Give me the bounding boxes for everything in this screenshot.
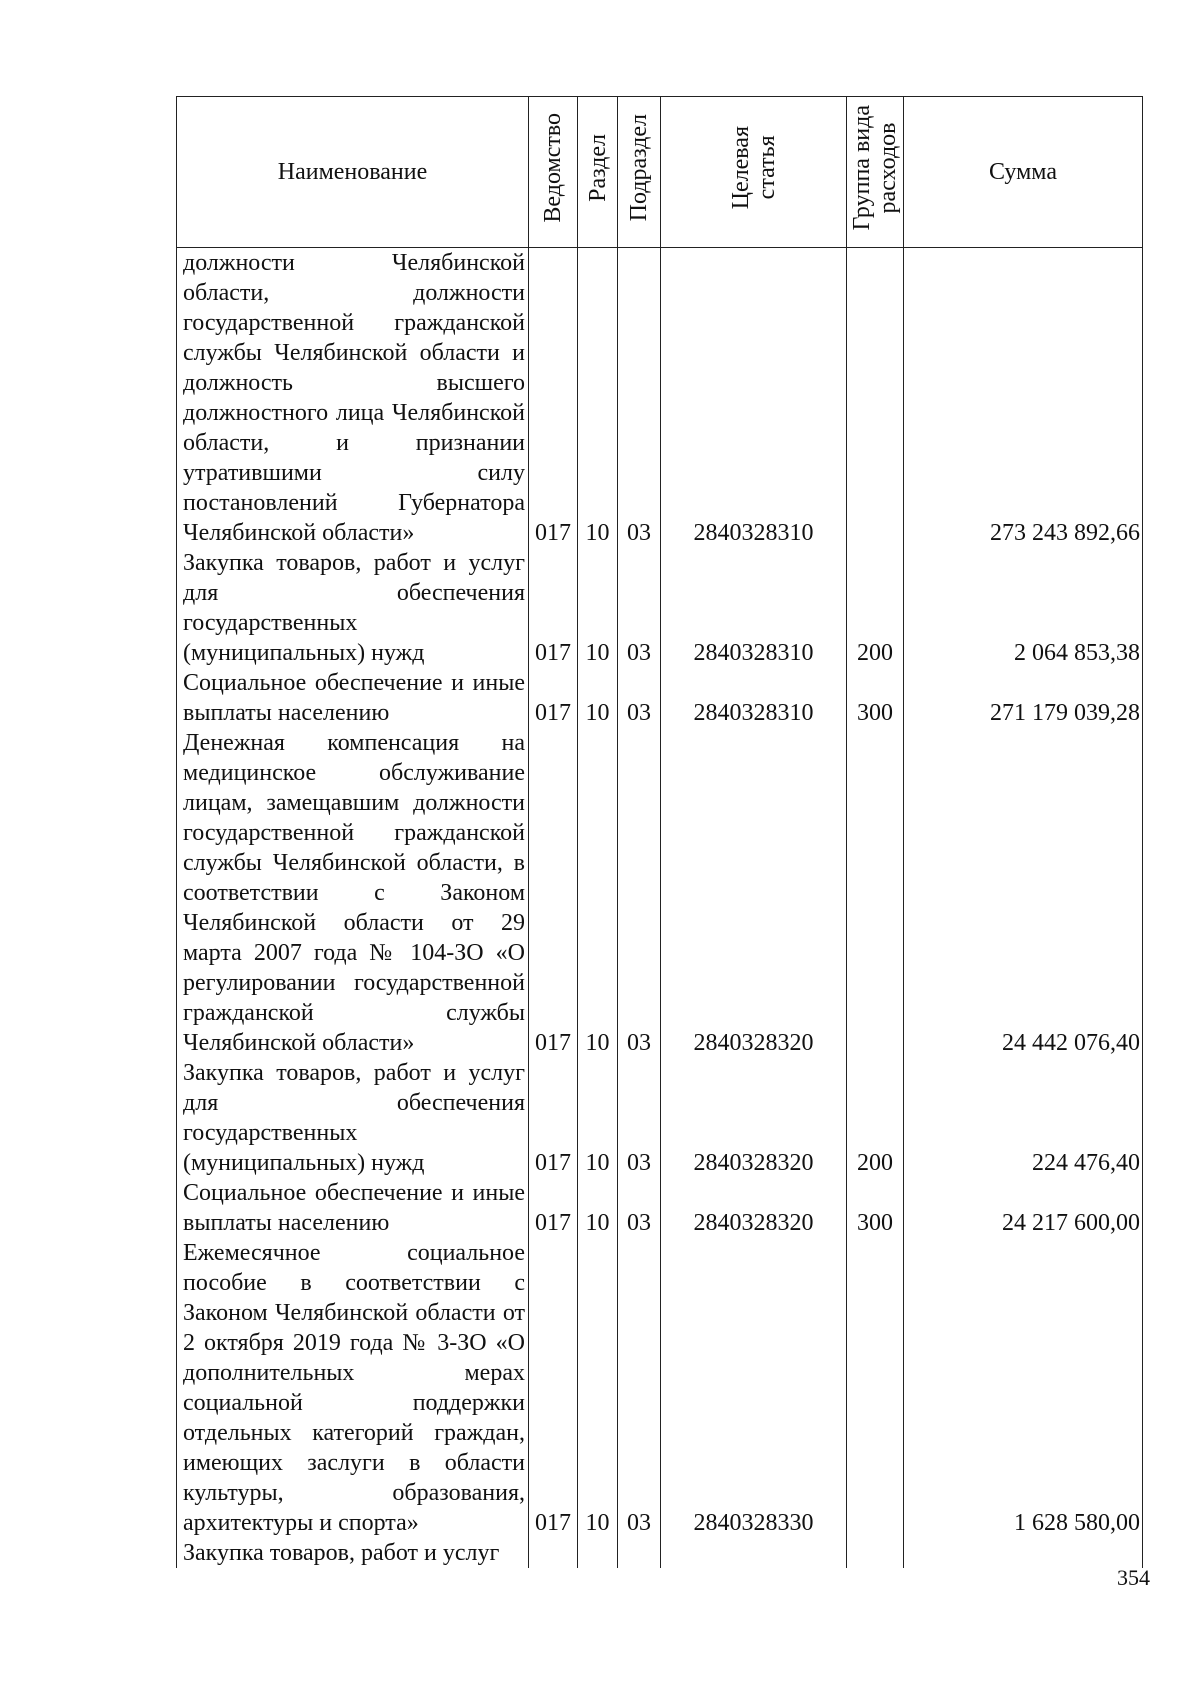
row-name: Социальное обеспечение и иные выплаты населению [177,668,529,728]
table-row [177,548,1143,668]
row-summa: 1 628 580,00 [904,1238,1143,1538]
row-vedomstvo [529,1538,578,1568]
row-name: должности Челябинской области, должности государственной гражданской службы Челябинской области и должность высшего должностного лица Челябинской области, и признании утратившими силу постановлений Губернатора Челябинской области» [177,248,529,549]
row-name: Закупка товаров, работ и услуг [177,1538,529,1568]
row-summa: 24 442 076,40 [904,728,1143,1058]
row-razdel: 10 [578,668,618,728]
row-name: Социальное обеспечение и иные выплаты населению [177,1178,529,1238]
row-razdel: 10 [578,248,618,549]
table-row [177,728,1143,1058]
table-header [177,97,1143,248]
row-celevaya: 2840328320 [661,1178,847,1238]
row-summa: 24 217 600,00 [904,1178,1143,1238]
row-razdel: 10 [578,1058,618,1178]
table-row [177,1538,1143,1568]
row-podrazdel: 03 [618,728,661,1058]
row-podrazdel: 03 [618,248,661,549]
row-vedomstvo: 017 [529,1238,578,1538]
row-gruppa [847,1538,904,1568]
header-celevaya-statya: Целевая статья [661,97,847,248]
row-name: Закупка товаров, работ и услуг для обеспечения государственных (муниципальных) нужд [177,548,529,668]
row-vedomstvo: 017 [529,248,578,549]
row-gruppa [847,728,904,1058]
row-gruppa: 300 [847,1178,904,1238]
row-razdel: 10 [578,1178,618,1238]
row-vedomstvo: 017 [529,728,578,1058]
row-razdel: 10 [578,548,618,668]
table-row [177,668,1143,728]
table-row [177,1238,1143,1538]
table-row [177,248,1143,549]
row-name: Денежная компенсация на медицинское обслуживание лицам, замещавшим должности государственной гражданской службы Челябинской области, в соответствии с Законом Челябинской области от 29 марта 2007 года № 104-ЗО «О регулировании государственной гражданской службы Челябинской области» [177,728,529,1058]
row-podrazdel: 03 [618,548,661,668]
row-celevaya: 2840328330 [661,1238,847,1538]
row-razdel: 10 [578,728,618,1058]
row-podrazdel [618,1538,661,1568]
row-gruppa: 200 [847,548,904,668]
row-razdel [578,1538,618,1568]
header-name: Наименование [177,97,529,248]
row-summa: 271 179 039,28 [904,668,1143,728]
header-summa: Сумма [904,97,1143,248]
budget-sheet [176,96,1142,1566]
row-podrazdel: 03 [618,1058,661,1178]
row-podrazdel: 03 [618,668,661,728]
row-celevaya: 2840328320 [661,1058,847,1178]
row-celevaya: 2840328310 [661,248,847,549]
table-body [177,248,1143,1569]
row-celevaya [661,1538,847,1568]
row-gruppa [847,248,904,549]
row-summa: 273 243 892,66 [904,248,1143,549]
header-gruppa-vida-rashodov: Группа вида расходов [847,97,904,248]
header-podrazdel: Подраздел [618,97,661,248]
row-podrazdel: 03 [618,1238,661,1538]
row-gruppa: 300 [847,668,904,728]
row-celevaya: 2840328310 [661,668,847,728]
row-vedomstvo: 017 [529,1058,578,1178]
row-celevaya: 2840328320 [661,728,847,1058]
table-row [177,1178,1143,1238]
row-razdel: 10 [578,1238,618,1538]
row-name: Закупка товаров, работ и услуг для обеспечения государственных (муниципальных) нужд [177,1058,529,1178]
page-number: 354 [1117,1565,1150,1590]
row-summa [904,1538,1143,1568]
row-vedomstvo: 017 [529,1178,578,1238]
row-summa: 224 476,40 [904,1058,1143,1178]
header-razdel: Раздел [578,97,618,248]
row-name: Ежемесячное социальное пособие в соответствии с Законом Челябинской области от 2 октября 2019 года № 3-ЗО «О дополнительных мерах социальной поддержки отдельных категорий граждан, имеющих заслуги в области культуры, образования, архитектуры и спорта» [177,1238,529,1538]
row-celevaya: 2840328310 [661,548,847,668]
row-vedomstvo: 017 [529,548,578,668]
table-row [177,1058,1143,1178]
row-podrazdel: 03 [618,1178,661,1238]
row-summa: 2 064 853,38 [904,548,1143,668]
budget-table [176,96,1143,1568]
row-vedomstvo: 017 [529,668,578,728]
header-vedomstvo: Ведомство [529,97,578,248]
row-gruppa [847,1238,904,1538]
row-gruppa: 200 [847,1058,904,1178]
